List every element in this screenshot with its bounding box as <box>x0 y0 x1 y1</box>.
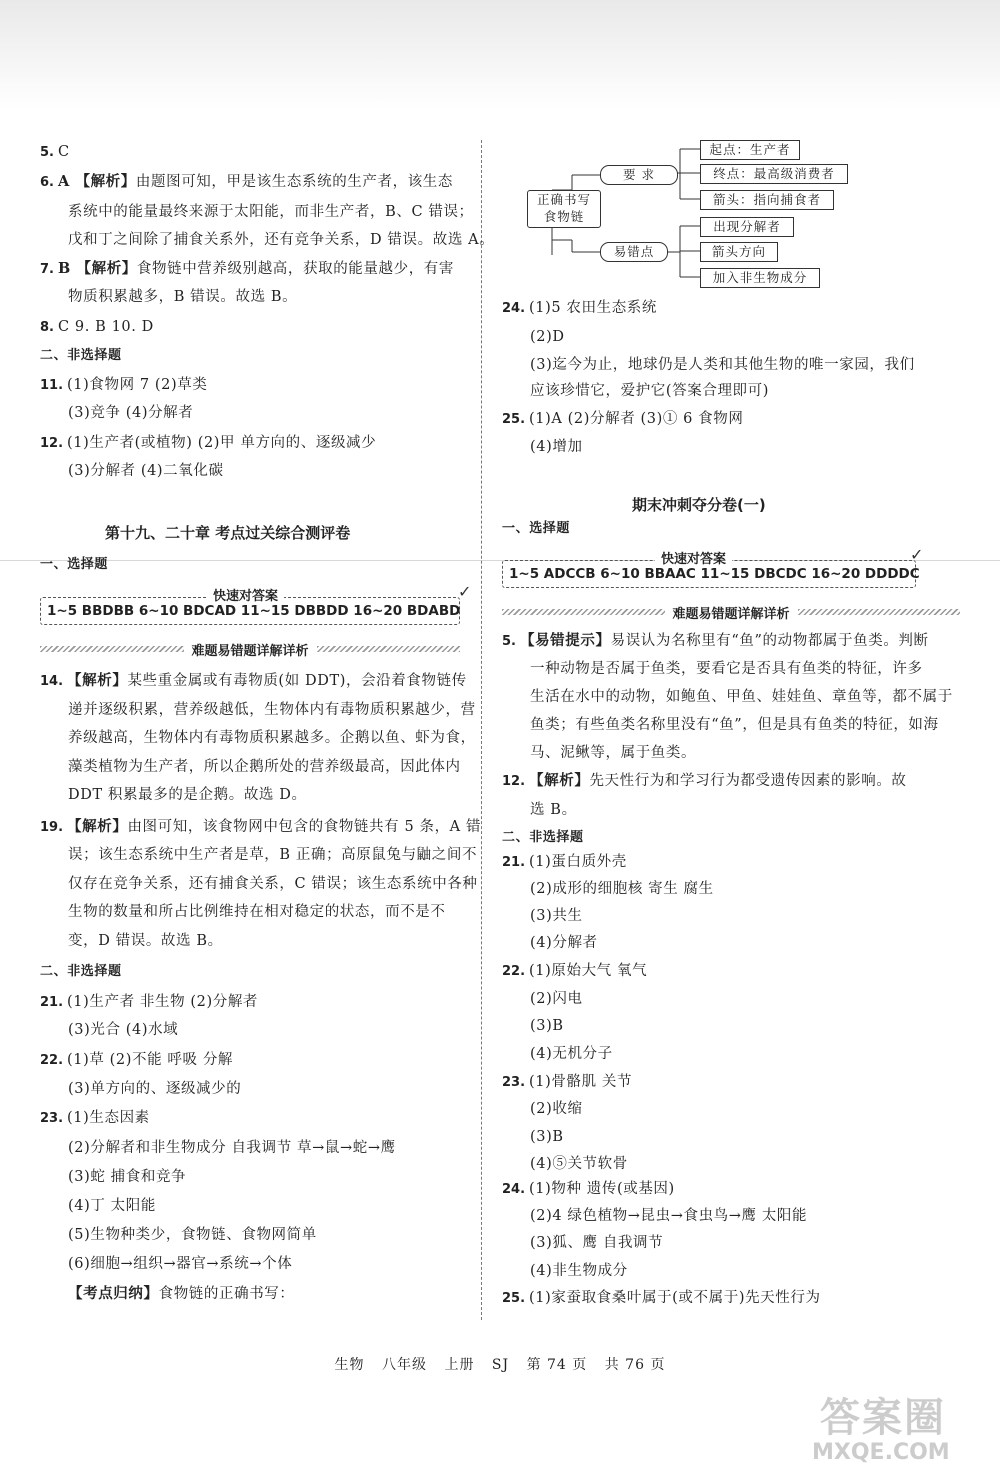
answer-line <box>530 907 583 925</box>
answer-line <box>40 818 481 837</box>
answer-line <box>502 853 627 872</box>
footer-edition: SJ <box>491 1357 510 1373</box>
answer-line <box>530 438 583 456</box>
answer-text: (2)4 绿色植物→昆虫→食虫鸟→鹰 太阳能 <box>530 1208 808 1224</box>
answer-line <box>68 1285 295 1303</box>
answer-line <box>502 1180 675 1199</box>
answer-line <box>530 716 939 734</box>
diagram-leaf: 箭头方向 <box>700 242 778 262</box>
answer-text: (3)蛇 捕食和竞争 <box>68 1169 187 1185</box>
question-number: 7. <box>40 262 54 277</box>
question-number: 12. <box>40 436 64 451</box>
answer-text: 变，D 错误。故选 B。 <box>68 933 223 949</box>
answer-text: (3)迄今为止，地球仍是人类和其他生物的唯一家园，我们 <box>530 357 915 373</box>
question-number: 23. <box>502 1075 526 1090</box>
answer-text: (1)生产者 非生物 (2)分解者 <box>67 994 259 1010</box>
diagram-leaf: 加入非生物成分 <box>700 268 820 288</box>
detail-label: 难题易错题详解详析 <box>191 643 309 659</box>
section-heading: 二、非选择题 <box>502 830 584 845</box>
answer-text: 由图可知，该食物网中包含的食物链共有 5 条，A 错 <box>127 819 482 835</box>
answer-tag: 【考点归纳】 <box>68 1285 159 1302</box>
answer-text: (1)食物网 7 (2)草类 <box>67 377 208 393</box>
answer-line <box>530 1128 564 1146</box>
answer-text: 戊和丁之间除了捕食关系外，还有竞争关系，D 错误。故选 A。 <box>68 232 495 248</box>
answer-text: (2)闪电 <box>530 991 583 1007</box>
answer-line <box>530 688 953 706</box>
question-number: 5. <box>40 145 54 160</box>
question-number: 22. <box>40 1053 64 1068</box>
answer-text: (1)生态因素 <box>67 1110 150 1126</box>
diagram-root: 正确书写 食物链 <box>527 190 601 228</box>
answer-line <box>68 932 223 950</box>
answer-text: (4)增加 <box>530 439 583 455</box>
answer-line <box>530 1045 613 1063</box>
answer-text: 物质积累越多，B 错误。故选 B。 <box>68 289 298 305</box>
column-divider <box>481 140 482 1320</box>
answer-line <box>68 288 297 306</box>
answer-line <box>530 382 769 400</box>
answer-text: 马、泥鳅等，属于鱼类。 <box>530 745 697 761</box>
checkmark-icon: ✓ <box>910 545 924 564</box>
answer-line <box>68 1226 317 1244</box>
question-number: 6. <box>40 175 54 190</box>
quick-answer-label: 快速对答案 <box>655 548 732 567</box>
watermark-logo: 答案圈 <box>820 1395 946 1441</box>
answer-line <box>40 672 467 691</box>
answer-line <box>502 1073 632 1092</box>
answer-line <box>68 1255 292 1273</box>
answer-text: (1)家蚕取食桑叶属于(或不属于)先天性行为 <box>529 1290 821 1306</box>
footer-page: 第 74 页 <box>526 1357 588 1373</box>
question-number: 11. <box>40 378 64 393</box>
answer-line <box>68 729 476 747</box>
footer-volume: 上册 <box>444 1357 475 1373</box>
answer-text: (5)生物种类少，食物链、食物网简单 <box>68 1227 317 1243</box>
answer-text: 一种动物是否属于鱼类，要看它是否具有鱼类的特征，许多 <box>530 661 923 677</box>
answer-text: 递并逐级积累，营养级越低，生物体内有毒物质积累越少，营 <box>68 702 476 718</box>
answer-text: (4)丁 太阳能 <box>68 1198 156 1214</box>
answer-text: 由题图可知，甲是该生态系统的生产者，该生态 <box>135 174 453 190</box>
diagram-branch-errors: 易错点 <box>600 242 668 262</box>
answer-text: 应该珍惜它，爱护它(答案合理即可) <box>530 383 770 399</box>
quick-answers: 1~5 ADCCB 6~10 BBAAC 11~15 DBCDC 16~20 DDDDC <box>509 566 920 582</box>
answer-line <box>68 903 446 921</box>
answer-text: 易误认为名称里有“鱼”的动物都属于鱼类。判断 <box>610 633 929 649</box>
answer-text: 生物的数量和所占比例维持在相对稳定的状态，而不是不 <box>68 904 446 920</box>
answer-line <box>502 1289 821 1308</box>
answer-line <box>68 1080 241 1098</box>
quick-answer-box <box>40 589 461 625</box>
answer-text: (1)生产者(或植物) (2)甲 单方向的、逐级减少 <box>67 435 377 451</box>
question-number: 5. <box>502 634 516 649</box>
answer-line <box>502 410 743 429</box>
answer-text: (2)D <box>530 329 565 345</box>
answer-text: C 9. B 10. D <box>57 319 154 335</box>
answer-text: (1)A (2)分解者 (3)① 6 食物网 <box>529 411 744 427</box>
answer-line <box>530 356 915 374</box>
answer-tag: A 【解析】 <box>57 173 136 190</box>
answer-line <box>530 328 565 346</box>
answer-line <box>68 701 476 719</box>
question-number: 21. <box>502 855 526 870</box>
answer-line <box>68 846 477 864</box>
answer-line <box>530 1262 628 1280</box>
watermark-url: MXQE.COM <box>812 1440 950 1465</box>
answer-line <box>530 1234 663 1252</box>
answer-line <box>530 1155 628 1173</box>
answer-line <box>68 1021 178 1039</box>
answer-text: 食物链中营养级别越高，获取的能量越少，有害 <box>136 261 454 277</box>
diagram-leaf: 箭头：指向捕食者 <box>700 190 834 210</box>
detail-banner <box>502 606 960 622</box>
diagram-leaf: 出现分解者 <box>700 217 794 237</box>
answer-text: (3)狐、鹰 自我调节 <box>530 1235 664 1251</box>
checkmark-icon: ✓ <box>458 582 472 601</box>
answer-text: DDT 积累最多的是企鹅。故选 D。 <box>68 787 307 803</box>
question-number: 14. <box>40 674 64 689</box>
answer-text: (1)物种 遗传(或基因) <box>529 1181 675 1197</box>
answer-text: 系统中的能量最终来源于太阳能，而非生产者，B、C 错误； <box>68 204 474 220</box>
answer-text: (3)竞争 (4)分解者 <box>68 405 194 421</box>
answer-text: 养级越高，生物体内有毒物质积累越多。企鹅以鱼、虾为食， <box>68 730 476 746</box>
answer-text: (1)5 农田生态系统 <box>529 300 658 316</box>
section-heading: 二、非选择题 <box>40 964 122 979</box>
section-heading: 一、选择题 <box>502 521 571 536</box>
answer-line <box>530 801 577 819</box>
answer-text: (3)共生 <box>530 908 583 924</box>
answer-text: (2)分解者和非生物成分 自我调节 草→鼠→蛇→鹰 <box>68 1140 396 1156</box>
answer-text: (2)收缩 <box>530 1101 583 1117</box>
question-number: 8. <box>40 320 54 335</box>
answer-line <box>530 744 696 762</box>
answer-text: (2)成形的细胞核 寄生 腐生 <box>530 881 714 897</box>
answer-line <box>68 462 224 480</box>
footer-subject: 生物 <box>334 1357 365 1373</box>
question-number: 12. <box>502 774 526 789</box>
answer-line <box>502 632 929 651</box>
answer-line <box>68 875 478 893</box>
answer-line <box>530 934 598 952</box>
answer-line <box>40 376 207 395</box>
answer-line <box>68 758 461 776</box>
answer-text: (3)分解者 (4)二氧化碳 <box>68 463 224 479</box>
quick-answer-label: 快速对答案 <box>207 585 284 604</box>
answer-line <box>502 299 657 318</box>
section-heading: 二、非选择题 <box>40 348 122 363</box>
answer-line <box>68 203 474 221</box>
question-number: 24. <box>502 1182 526 1197</box>
answer-text: (3)单方向的、逐级减少的 <box>68 1081 242 1097</box>
answer-line <box>502 962 647 981</box>
answer-line <box>68 404 193 422</box>
answer-line <box>40 318 154 337</box>
answer-text: 藻类植物为生产者，所以企鹅所处的营养级最高，因此体内 <box>68 759 461 775</box>
section-heading: 一、选择题 <box>40 557 109 572</box>
answer-text: (4)分解者 <box>530 935 598 951</box>
detail-banner <box>40 643 460 659</box>
answer-line <box>40 434 376 453</box>
detail-label: 难题易错题详解详析 <box>672 606 790 622</box>
answer-text: 仅存在竞争关系，还有捕食关系，C 错误；该生态系统中各种 <box>68 876 478 892</box>
answer-text: (1)骨骼肌 关节 <box>529 1074 633 1090</box>
question-number: 24. <box>502 301 526 316</box>
answer-text: (4)⑤关节软骨 <box>530 1156 628 1172</box>
question-number: 19. <box>40 820 64 835</box>
answer-text: (1)原始大气 氧气 <box>529 963 648 979</box>
answer-line <box>68 1139 396 1157</box>
answer-text: (3)B <box>530 1129 564 1145</box>
answer-text: (6)细胞→组织→器官→系统→个体 <box>68 1256 293 1272</box>
answer-text: 先天性行为和学习行为都受遗传因素的影响。故 <box>589 773 907 789</box>
answer-text: 生活在水中的动物，如鲍鱼、甲鱼、娃娃鱼、章鱼等，都不属于 <box>530 689 953 705</box>
question-number: 21. <box>40 995 64 1010</box>
answer-text: 选 B。 <box>530 802 577 818</box>
answer-line <box>68 1168 186 1186</box>
answer-text: 误；该生态系统中生产者是草，B 正确；高原鼠兔与鼬之间不 <box>68 847 478 863</box>
answer-line <box>40 143 70 162</box>
answer-line <box>530 880 714 898</box>
answer-line <box>40 173 453 192</box>
answer-text: (4)无机分子 <box>530 1046 613 1062</box>
answer-text: (3)光合 (4)水域 <box>68 1022 179 1038</box>
answer-tag: B 【解析】 <box>57 260 137 277</box>
diagram-leaf: 终点：最高级消费者 <box>700 164 848 184</box>
answer-line <box>68 786 307 804</box>
question-number: 23. <box>40 1111 64 1126</box>
answer-tag: 【解析】 <box>67 672 128 689</box>
test-title: 期末冲刺夺分卷(一) <box>632 496 766 514</box>
answer-text: (4)非生物成分 <box>530 1263 628 1279</box>
answer-line <box>40 1051 233 1070</box>
answer-text: C <box>57 144 70 160</box>
answer-text: (1)蛋白质外壳 <box>529 854 627 870</box>
answer-line <box>530 990 583 1008</box>
answer-tag: 【解析】 <box>529 772 590 789</box>
chapter-title: 第十九、二十章 考点过关综合测评卷 <box>105 524 351 542</box>
answer-text: (1)草 (2)不能 呼吸 分解 <box>67 1052 234 1068</box>
answer-line <box>40 260 454 279</box>
answer-line <box>530 1100 583 1118</box>
answer-line <box>40 1109 150 1128</box>
answer-tag: 【解析】 <box>67 818 128 835</box>
question-number: 25. <box>502 1291 526 1306</box>
question-number: 22. <box>502 964 526 979</box>
answer-line <box>68 1197 156 1215</box>
answer-line <box>530 1207 807 1225</box>
answer-line <box>502 772 907 791</box>
answer-line <box>68 231 494 249</box>
answer-line <box>530 660 923 678</box>
answer-line <box>530 1017 564 1035</box>
answer-text: 鱼类；有些鱼类名称里没有“鱼”，但是具有鱼类的特征，如海 <box>530 717 939 733</box>
quick-answer-box <box>502 552 920 588</box>
diagram-branch-requirements: 要 求 <box>600 165 678 185</box>
answer-text: (3)B <box>530 1018 564 1034</box>
answer-tag: 【易错提示】 <box>519 632 611 649</box>
footer-total: 共 76 页 <box>604 1357 666 1373</box>
footer-grade: 八年级 <box>382 1357 427 1373</box>
answer-line <box>40 993 258 1012</box>
diagram-leaf: 起点：生产者 <box>700 140 800 160</box>
answer-text: 食物链的正确书写： <box>158 1286 295 1302</box>
answer-text: 某些重金属或有毒物质(如 DDT)，会沿着食物链传 <box>127 673 467 689</box>
quick-answers: 1~5 BBDBB 6~10 BDCAD 11~15 DBBDD 16~20 BDABD <box>47 603 461 619</box>
page-footer <box>0 1354 1000 1374</box>
question-number: 25. <box>502 412 526 427</box>
